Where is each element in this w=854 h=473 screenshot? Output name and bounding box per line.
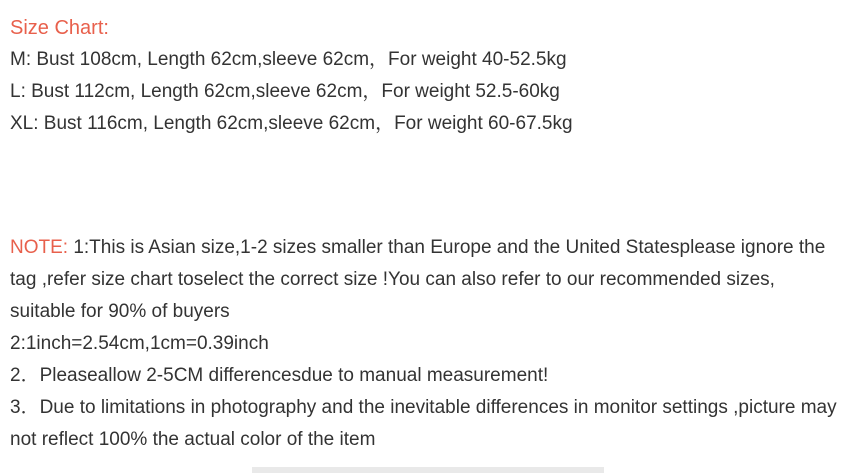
size-chart-section	[10, 12, 844, 140]
size-row-m: M: Bust 108cm, Length 62cm,sleeve 62cm，For weight 40-52.5kg	[10, 49, 567, 70]
bottom-strip	[0, 465, 854, 473]
note-first-paragraph-text: 1:This is Asian size,1-2 sizes smaller than Europe and the United Statesplease ignore the tag ,refer size chart toselect the correct size !You can also refer to our recommended sizes, suitable for 90% of buyers	[10, 237, 826, 322]
section-spacer	[10, 140, 844, 232]
bottom-image-edge	[252, 467, 604, 473]
note-label: NOTE:	[10, 237, 69, 258]
size-row-xl: XL: Bust 116cm, Length 62cm,sleeve 62cm，For weight 60-67.5kg	[10, 113, 573, 134]
note-section	[10, 232, 844, 456]
note-line-3: 2．Pleaseallow 2-5CM differencesdue to manual measurement!	[10, 365, 549, 386]
note-first-paragraph	[10, 232, 844, 328]
note-line-4: 3．Due to limitations in photography and the inevitable differences in monitor settings ,picture may not reflect 100% the actual color of the item	[10, 397, 842, 450]
size-row-l: L: Bust 112cm, Length 62cm,sleeve 62cm，For weight 52.5-60kg	[10, 81, 560, 102]
note-line-2: 2:1inch=2.54cm,1cm=0.39inch	[10, 333, 269, 354]
size-chart-heading: Size Chart:	[10, 17, 109, 39]
